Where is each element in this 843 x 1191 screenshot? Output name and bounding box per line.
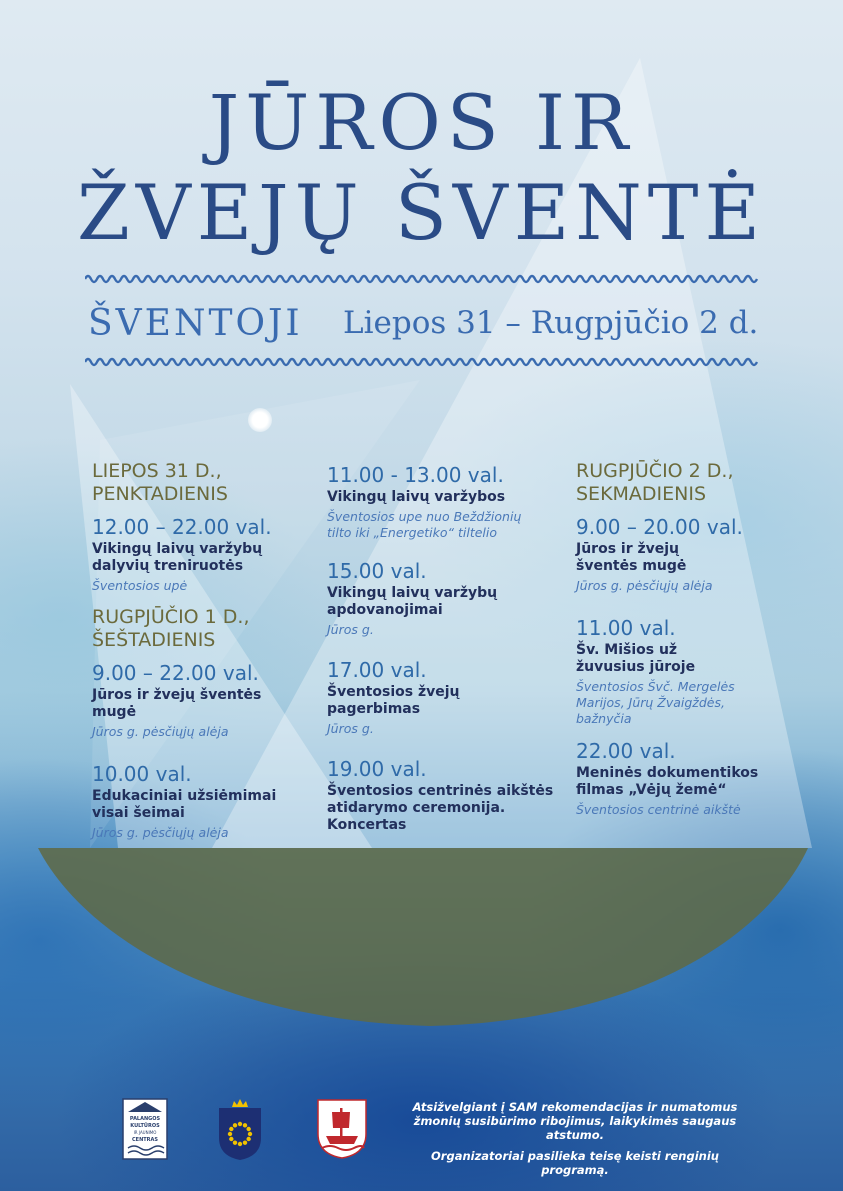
note-line: žmonių susibūrimo ribojimus, laikykimės saugaus atstumo. [413, 1114, 737, 1142]
logo-text-line: CENTRAS [131, 1137, 159, 1143]
event-location: Šventosios centrinė aikštė [576, 802, 741, 817]
star-icon [233, 1140, 237, 1144]
star-icon [246, 1127, 250, 1131]
wave-divider-bottom [85, 355, 765, 369]
day-heading-line-1: LIEPOS 31 D., [92, 460, 222, 482]
event-title-line: apdovanojimai [327, 602, 443, 618]
culture-center-logo [122, 1098, 168, 1160]
event-time: 22.00 val. [576, 739, 676, 763]
event-time: 15.00 val. [327, 559, 427, 583]
event-title-line: dalyvių treniruotės [92, 558, 244, 574]
place-name: ŠVENTOJI [88, 303, 303, 344]
logo-text-line: KULTŪROS [130, 1123, 160, 1129]
sventoji-coat-of-arms [316, 1098, 368, 1160]
event-title-line: Šventosios centrinės aikštės [327, 783, 554, 799]
day-heading-line-1: RUGPJŪČIO 2 D., [576, 460, 734, 482]
day-heading [576, 460, 776, 506]
event-title-line: Edukaciniai užsiėmimai [92, 788, 277, 804]
star-icon [243, 1140, 247, 1144]
event-time: 10.00 val. [92, 762, 192, 786]
star-icon [229, 1127, 233, 1131]
wave-divider-top [85, 272, 765, 286]
event-title-line: žuvusius jūroje [576, 659, 696, 675]
event-title-line: Šventosios žvejų pagerbimas [327, 684, 460, 717]
event-location: Jūros g. pėsčiųjų alėja [92, 724, 229, 739]
event-location [576, 679, 776, 727]
event-location: Jūros g. pėsčiųjų alėja [92, 825, 229, 840]
event-title-line: atidarymo ceremonija. [327, 800, 506, 816]
event-title-line: visai šeimai [92, 805, 185, 821]
note-line: Organizatoriai pasilieka teisę keisti renginių programą. [431, 1149, 719, 1177]
event-title [576, 541, 776, 575]
event-title-line: šventės mugė [576, 558, 687, 574]
event-time: 11.00 val. [576, 616, 676, 640]
star-icon [233, 1123, 237, 1127]
day-heading-line-1: RUGPJŪČIO 1 D., [92, 606, 250, 628]
day-heading [92, 460, 302, 506]
event-title [92, 788, 302, 822]
moon [248, 408, 272, 432]
event-title [576, 765, 776, 799]
event-title-line: Jūros ir žvejų [576, 541, 680, 557]
event-title-line: Jūros ir žvejų šventės mugė [92, 687, 262, 720]
event-time: 11.00 - 13.00 val. [327, 463, 504, 487]
event-location-line: Marijos, Jūrų Žvaigždės, [576, 695, 725, 710]
event-location-line: tilto iki „Energetiko“ tiltelio [327, 525, 498, 540]
event-title [327, 684, 557, 718]
event-location: Jūros g. [327, 721, 374, 736]
event-title [92, 687, 302, 721]
star-icon [246, 1137, 250, 1141]
event-location: Šventosios upė [92, 578, 188, 593]
day-heading-line-2: PENKTADIENIS [92, 483, 228, 505]
event-time: 9.00 – 20.00 val. [576, 515, 743, 539]
star-icon [243, 1123, 247, 1127]
event-location: Jūros g. pėsčiųjų alėja [576, 578, 713, 593]
star-icon [228, 1132, 232, 1136]
event-title-line: Koncertas [327, 817, 407, 833]
event-location-line: Šventosios Švč. Mergelės [576, 679, 735, 694]
day-heading-line-2: SEKMADIENIS [576, 483, 707, 505]
event-time: 12.00 – 22.00 val. [92, 515, 272, 539]
star-icon [238, 1122, 242, 1126]
star-icon [248, 1132, 252, 1136]
event-location [327, 509, 557, 541]
event-title-line: Vikingų laivų varžybų [92, 541, 263, 557]
title-line-1: JŪROS IR [208, 78, 635, 167]
organizer-note [410, 1100, 740, 1177]
event-title [327, 489, 557, 506]
event-time: 9.00 – 22.00 val. [92, 661, 259, 685]
day-heading [92, 606, 302, 652]
program-column-1 [92, 460, 302, 841]
star-icon [238, 1142, 242, 1146]
note-line: Atsižvelgiant į SAM rekomendacijas ir numatomus [412, 1100, 738, 1114]
logo-text-line: PALANGOS [129, 1116, 161, 1122]
festival-dates: Liepos 31 – Rugpjūčio 2 d. [343, 305, 759, 341]
day-heading-line-2: ŠEŠTADIENIS [92, 629, 216, 651]
event-title [327, 585, 557, 619]
event-title-line: Šv. Mišios už [576, 642, 678, 658]
event-title-line: filmas „Vėjų žemė“ [576, 782, 727, 798]
event-title-line: Vikingų laivų varžybos [327, 489, 506, 505]
event-title [327, 783, 557, 834]
event-title-line: Meninės dokumentikos [576, 765, 759, 781]
hull-shape [38, 848, 808, 1026]
event-time: 17.00 val. [327, 658, 427, 682]
event-location-line: bažnyčia [576, 711, 632, 726]
event-title [576, 642, 776, 676]
star-icon [229, 1137, 233, 1141]
logo-text-line: IR JAUNIMO [133, 1130, 157, 1135]
event-time: 19.00 val. [327, 757, 427, 781]
program-column-2 [327, 463, 557, 834]
event-title [92, 541, 302, 575]
event-location-line: Šventosios upe nuo Beždžionių [327, 509, 522, 524]
title-line-2: ŽVEJŲ ŠVENTĖ [77, 168, 766, 257]
event-title-line: Vikingų laivų varžybų [327, 585, 498, 601]
program-column-3 [576, 460, 776, 818]
municipality-coat-of-arms [216, 1098, 264, 1162]
event-location: Jūros g. [327, 622, 374, 637]
